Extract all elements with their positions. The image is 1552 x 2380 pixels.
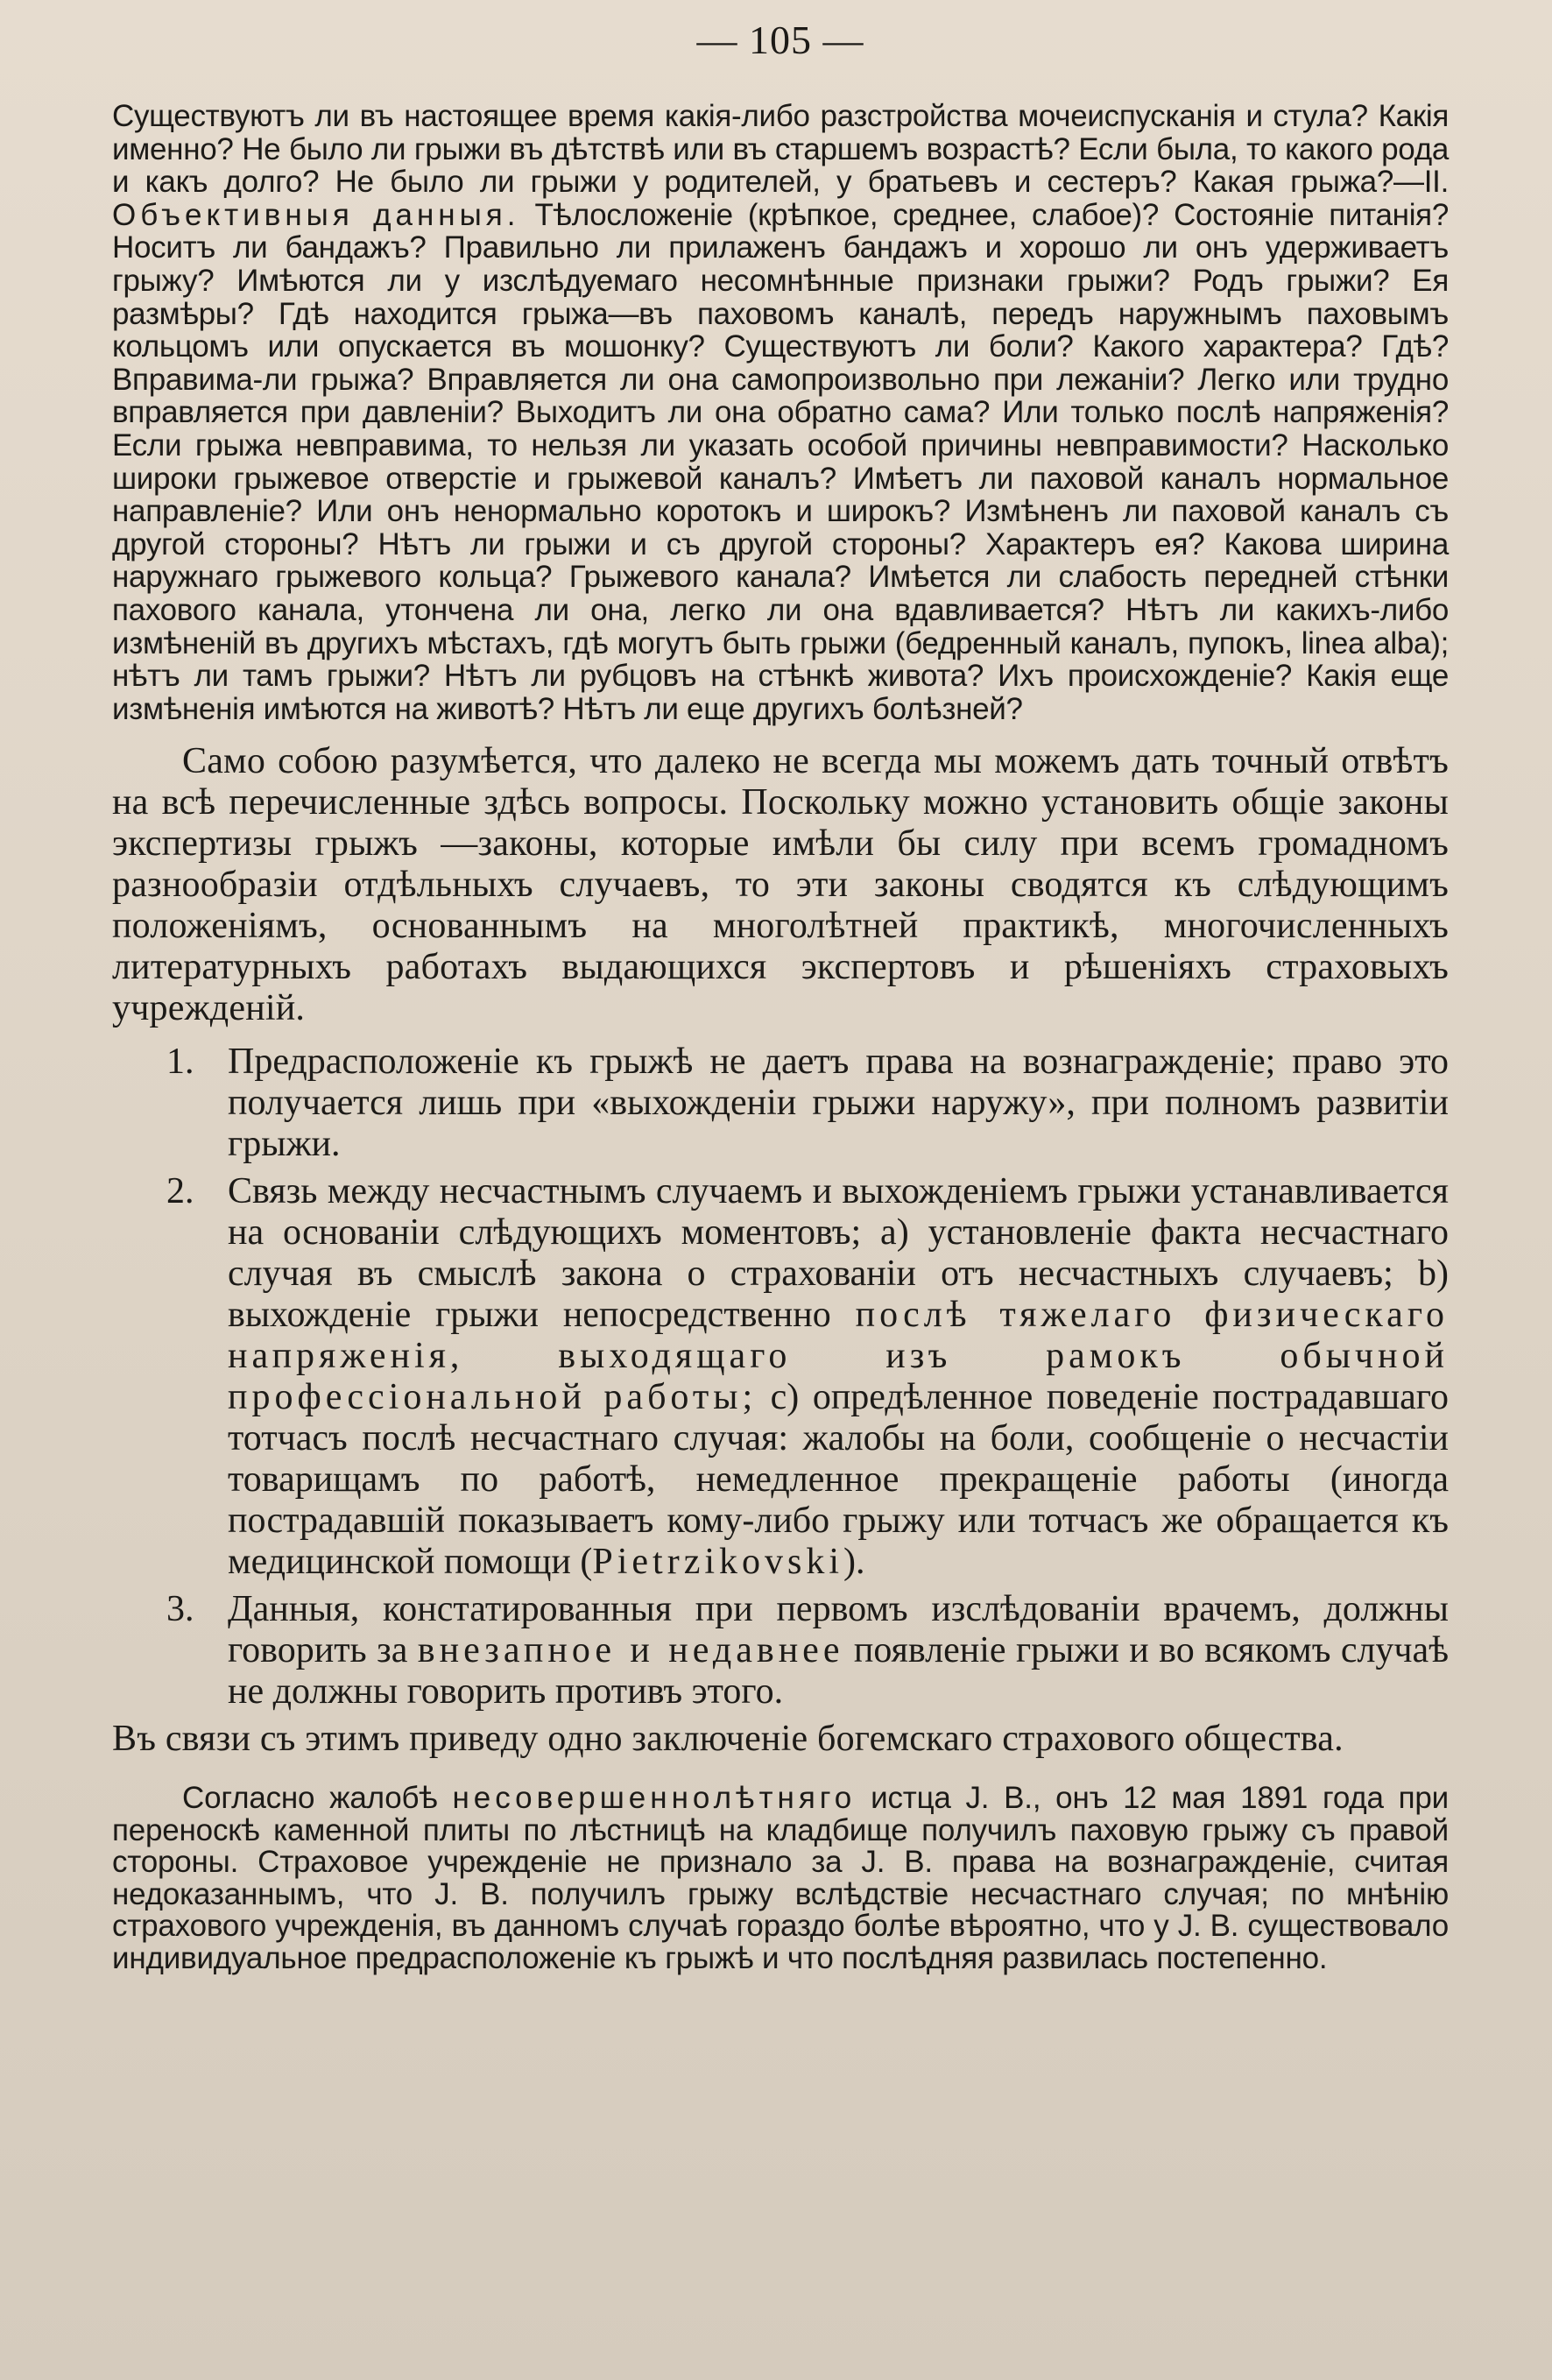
questionnaire-block: [112, 100, 1449, 725]
list-item: [112, 1589, 1449, 1713]
list-item: [112, 1171, 1449, 1583]
questions-part-1: Существуютъ ли въ настоящее время какія-либо разстройства мочеиспусканія и стула? Какія именно? Не было ли грыжи въ дѣтствѣ или въ старшемъ возрастѣ? Если была, то какого рода и какъ долго? Не было ли грыжи у родителей, у братьевъ и сестеръ? Какая грыжа?—II.: [112, 99, 1449, 200]
questions-part-2: Тѣлосложеніе (крѣпкое, среднее, слабое)? Состояніе питанія? Носитъ ли бандажъ? Правильно ли прилаженъ бандажъ и хорошо ли онъ удерживаетъ грыжу? Имѣются ли у изслѣдуемаго несомнѣнные признаки грыжи? Родъ грыжи? Ея размѣры? Гдѣ находится грыжа—въ паховомъ каналѣ, передъ наружнымъ паховымъ кольцомъ или опускается въ мошонку? Существуютъ ли боли? Какого характера? Гдѣ? Вправима-ли грыжа? Вправляется ли она самопроизвольно при лежаніи? Легко или трудно вправляется при давленіи? Выходитъ ли она обратно сама? Или только послѣ напряженія? Если грыжа невправима, то нельзя ли указать особой причины невправимости? Насколько широки грыжевое отверстіе и грыжевой каналъ? Имѣетъ ли паховой каналъ нормальное направленіе? Или онъ ненормально коротокъ и широкъ? Измѣненъ ли паховой каналъ съ другой стороны? Нѣтъ ли грыжи и съ другой стороны? Характеръ ея? Какова ширина наружнаго грыжевого кольца? Грыжевого канала? Имѣется ли слабость передней стѣнки пахового канала, утончена ли она, легко ли она вдавливается? Нѣтъ ли какихъ-либо измѣненій въ другихъ мѣстахъ, гдѣ могутъ быть грыжи (бедренный каналъ, пупокъ, linea alba); нѣтъ ли тамъ грыжи? Нѣтъ ли рубцовъ на стѣнкѣ живота? Ихъ происхожденіе? Какія еще измѣненія имѣются на животѣ? Нѣтъ ли еще другихъ болѣзней?: [112, 197, 1449, 726]
emphasized-text: послѣ тяжелаго физическаго напряженія, выходящаго изъ рамокъ обычной профессіональной работы;: [228, 1295, 1449, 1418]
text-segment: Связь между несчастнымъ случаемъ и выхожденіемъ грыжи устанавливается на основаніи слѣдующихъ моментовъ; a) установленіе факта несчастнаго случая въ смыслѣ закона о страхованіи отъ несчастныхъ случаевъ; b) выхожденіе грыжи непосредственно: [228, 1171, 1449, 1336]
text-segment: появленіе грыжи и во всякомъ случаѣ не должны говорить противъ этого.: [228, 1630, 1450, 1713]
list-item-number: 1.: [166, 1042, 194, 1083]
list-item-number: 2.: [166, 1171, 194, 1212]
case-excerpt: [112, 1783, 1449, 1974]
intro-paragraph: Само собою разумѣется, что далеко не всегда мы можемъ дать точный отвѣтъ на всѣ перечисленные здѣсь вопросы. Поскольку можно установить общіе законы экспертизы грыжъ —законы, которые имѣли бы силу при всемъ громадномъ разнообразіи отдѣльныхъ случаевъ, то эти законы сводятся къ слѣдующимъ положеніямъ, основаннымъ на многолѣтней практикѣ, многочисленныхъ литературныхъ работахъ выдающихся экспертовъ и рѣшеніяхъ страховыхъ учрежденій.: [112, 741, 1449, 1029]
list-item-number: 3.: [166, 1589, 194, 1630]
citation-author: Pietrzikovski: [592, 1542, 844, 1583]
principles-list: [112, 1042, 1449, 1713]
page-number: — 105 —: [696, 18, 864, 62]
list-item-text: Предрасположеніе къ грыжѣ не даетъ права на вознагражденіе; право это получается лишь при «выхожденіи грыжи наружу», при полномъ развитіи грыжи.: [228, 1042, 1449, 1165]
emphasized-text: внезапное и недавнее: [417, 1630, 844, 1671]
section-title: Объективныя данныя.: [112, 197, 520, 232]
text-segment: c) опредѣленное поведеніе пострадавшаго тотчасъ послѣ несчастнаго случая: жалобы на боли, сообщеніе о несчастіи товарищамъ по работѣ, немедленное прекращеніе работы (иногда пострадавшій показываетъ кому-либо грыжу или тотчасъ же обращается къ медицинской помощи (: [228, 1377, 1449, 1583]
list-item-text: [228, 1589, 1449, 1713]
text-segment: ).: [843, 1542, 865, 1583]
emphasized-text: несовершеннолѣтняго: [452, 1781, 857, 1816]
text-segment: Данныя, констатированныя при первомъ изслѣдованіи врачемъ, должны говорить за: [228, 1589, 1449, 1671]
text-segment: Согласно жалобѣ: [182, 1781, 453, 1816]
list-item-text: [228, 1171, 1449, 1583]
text-segment: истца J. B., онъ 12 мая 1891 года при переноскѣ каменной плиты по лѣстницѣ на кладбище получилъ паховую грыжу съ правой стороны. Страховое учрежденіе не признало за J. B. права на вознагражденіе, считая недоказаннымъ, что J. B. получилъ грыжу вслѣдствіе несчастнаго случая; по мнѣнію страхового учрежденія, въ данномъ случаѣ гораздо болѣе вѣроятно, что у J. B. существовало индивидуальное предрасположеніе къ грыжѣ и что послѣдняя развилась постепенно.: [112, 1781, 1449, 1975]
closing-paragraph: Въ связи съ этимъ приведу одно заключеніе богемскаго страхового общества.: [112, 1719, 1344, 1760]
list-item: [112, 1042, 1449, 1165]
